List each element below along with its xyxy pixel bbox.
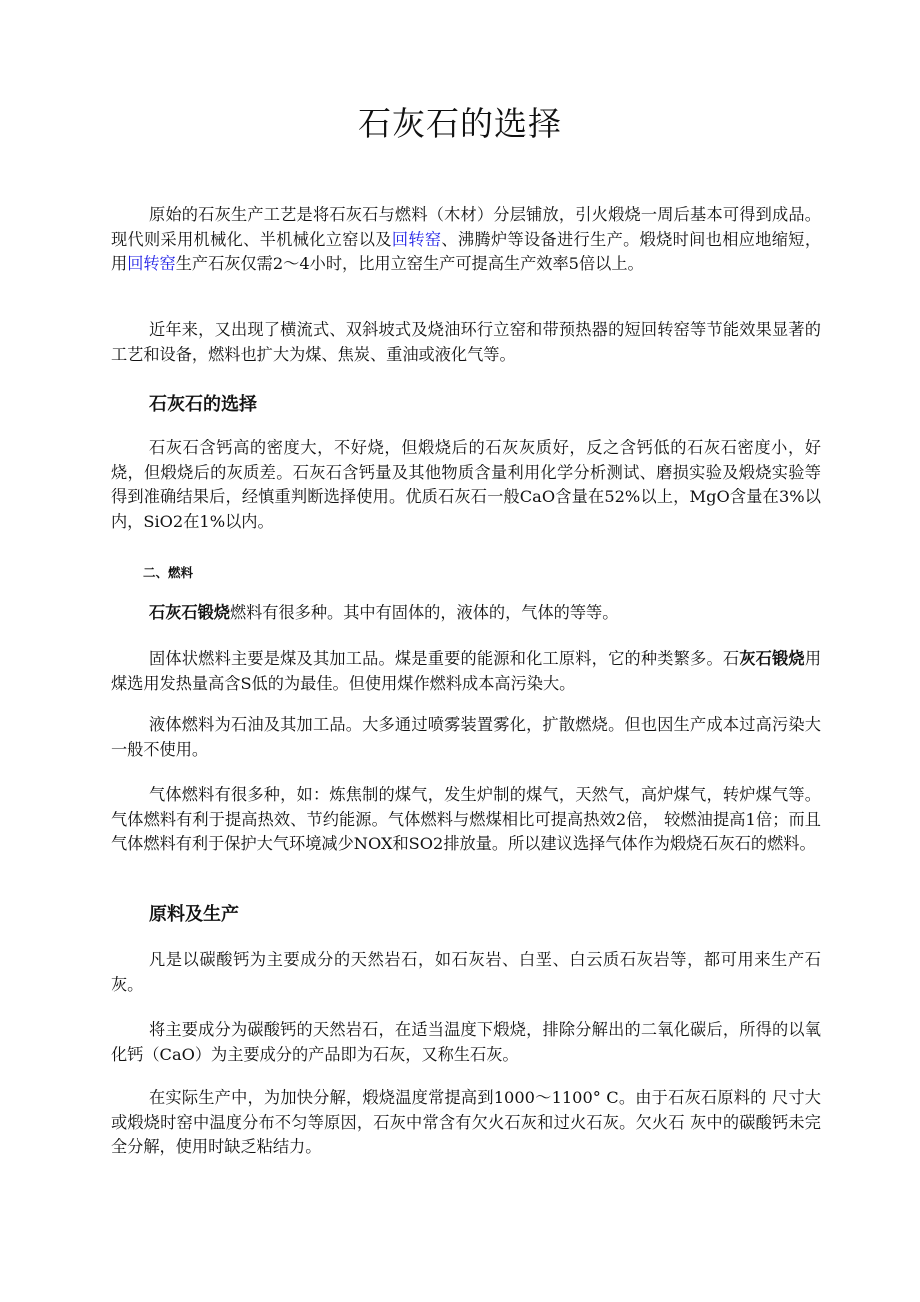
section-heading-fuel: 二、燃料 — [143, 565, 194, 580]
bold-term: 石灰石锻烧 — [149, 603, 230, 622]
paragraph-solid-fuel — [111, 647, 821, 696]
paragraph-fuel-types — [111, 601, 821, 626]
section-heading-limestone-selection: 石灰石的选择 — [149, 394, 257, 415]
text-span: 用煤选用发热量高含S低的为最佳。但使用煤作燃料成本高污染大。 — [111, 649, 822, 693]
text-span: 固体状燃料主要是煤及其加工品。煤是重要的能源和化工原料，它的种类繁多。石 — [149, 649, 740, 668]
paragraph-production: 在实际生产中，为加快分解，煅烧温度常提高到1000～1100° C。由于石灰石原料的 尺寸大或煅烧时窑中温度分布不匀等原因，石灰中常含有欠火石灰和过火石灰。欠火石 灰中的碳酸钙未完全分解，使用时缺乏粘结力。 — [111, 1088, 821, 1156]
paragraph-quicklime: 将主要成分为碳酸钙的天然岩石，在适当温度下煅烧，排除分解出的二氧化碳后，所得的以氧化钙（CaO）为主要成分的产品即为石灰，又称生石灰。 — [111, 1020, 821, 1064]
paragraph-limestone-quality: 石灰石含钙高的密度大，不好烧，但煅烧后的石灰灰质好，反之含钙低的石灰石密度小，好烧，但煅烧后的灰质差。石灰石含钙量及其他物质含量利用化学分析测试、磨损实验及煅烧实验等得到准确结果后，经慎重判断选择使用。优质石灰石一般CaO含量在52%以上，MgO含量在3%以内，SiO2在1%以内。 — [111, 438, 821, 531]
bold-term: 灰石锻烧 — [739, 649, 805, 668]
text-span: 、沸腾炉等设备进行生产。煅烧时间也相应地缩短，用 — [111, 229, 822, 273]
paragraph-gas-fuel: 气体燃料有很多种，如：炼焦制的煤气，发生炉制的煤气，天然气，高炉煤气，转炉煤气等。气体燃料有利于提高热效、节约能源。气体燃料与燃煤相比可提高热效2倍， 较燃油提高1倍；而且气体燃料有利于保护大气环境减少NOX和SO2排放量。所以建议选择气体作为煅烧石灰石的燃料。 — [111, 785, 821, 853]
paragraph-recent-developments: 近年来，又出现了横流式、双斜坡式及烧油环行立窑和带预热器的短回转窑等节能效果显著的工艺和设备，燃料也扩大为煤、焦炭、重油或液化气等。 — [111, 320, 821, 364]
paragraph-raw-materials: 凡是以碳酸钙为主要成分的天然岩石，如石灰岩、白垩、白云质石灰岩等，都可用来生产石灰。 — [111, 950, 821, 994]
section-heading-raw-materials: 原料及生产 — [149, 904, 239, 925]
rotary-kiln-link-2[interactable]: 回转窑 — [127, 254, 176, 273]
intro-paragraph — [111, 203, 821, 277]
paragraph-liquid-fuel: 液体燃料为石油及其加工品。大多通过喷雾装置雾化，扩散燃烧。但也因生产成本过高污染大一般不使用。 — [111, 715, 821, 759]
text-span: 燃料有很多种。其中有固体的，液体的，气体的等等。 — [229, 603, 619, 622]
page-title: 石灰石的选择 — [358, 104, 562, 144]
rotary-kiln-link[interactable]: 回转窑 — [391, 229, 442, 249]
text-span: 生产石灰仅需2～4小时，比用立窑生产可提高生产效率5倍以上。 — [175, 254, 644, 273]
text-span: 原始的石灰生产工艺是将石灰石与燃料（木材）分层铺放，引火煅烧一周后基本可得到成品。现代则采用机械化、半机械化立窑以及 — [111, 205, 821, 249]
